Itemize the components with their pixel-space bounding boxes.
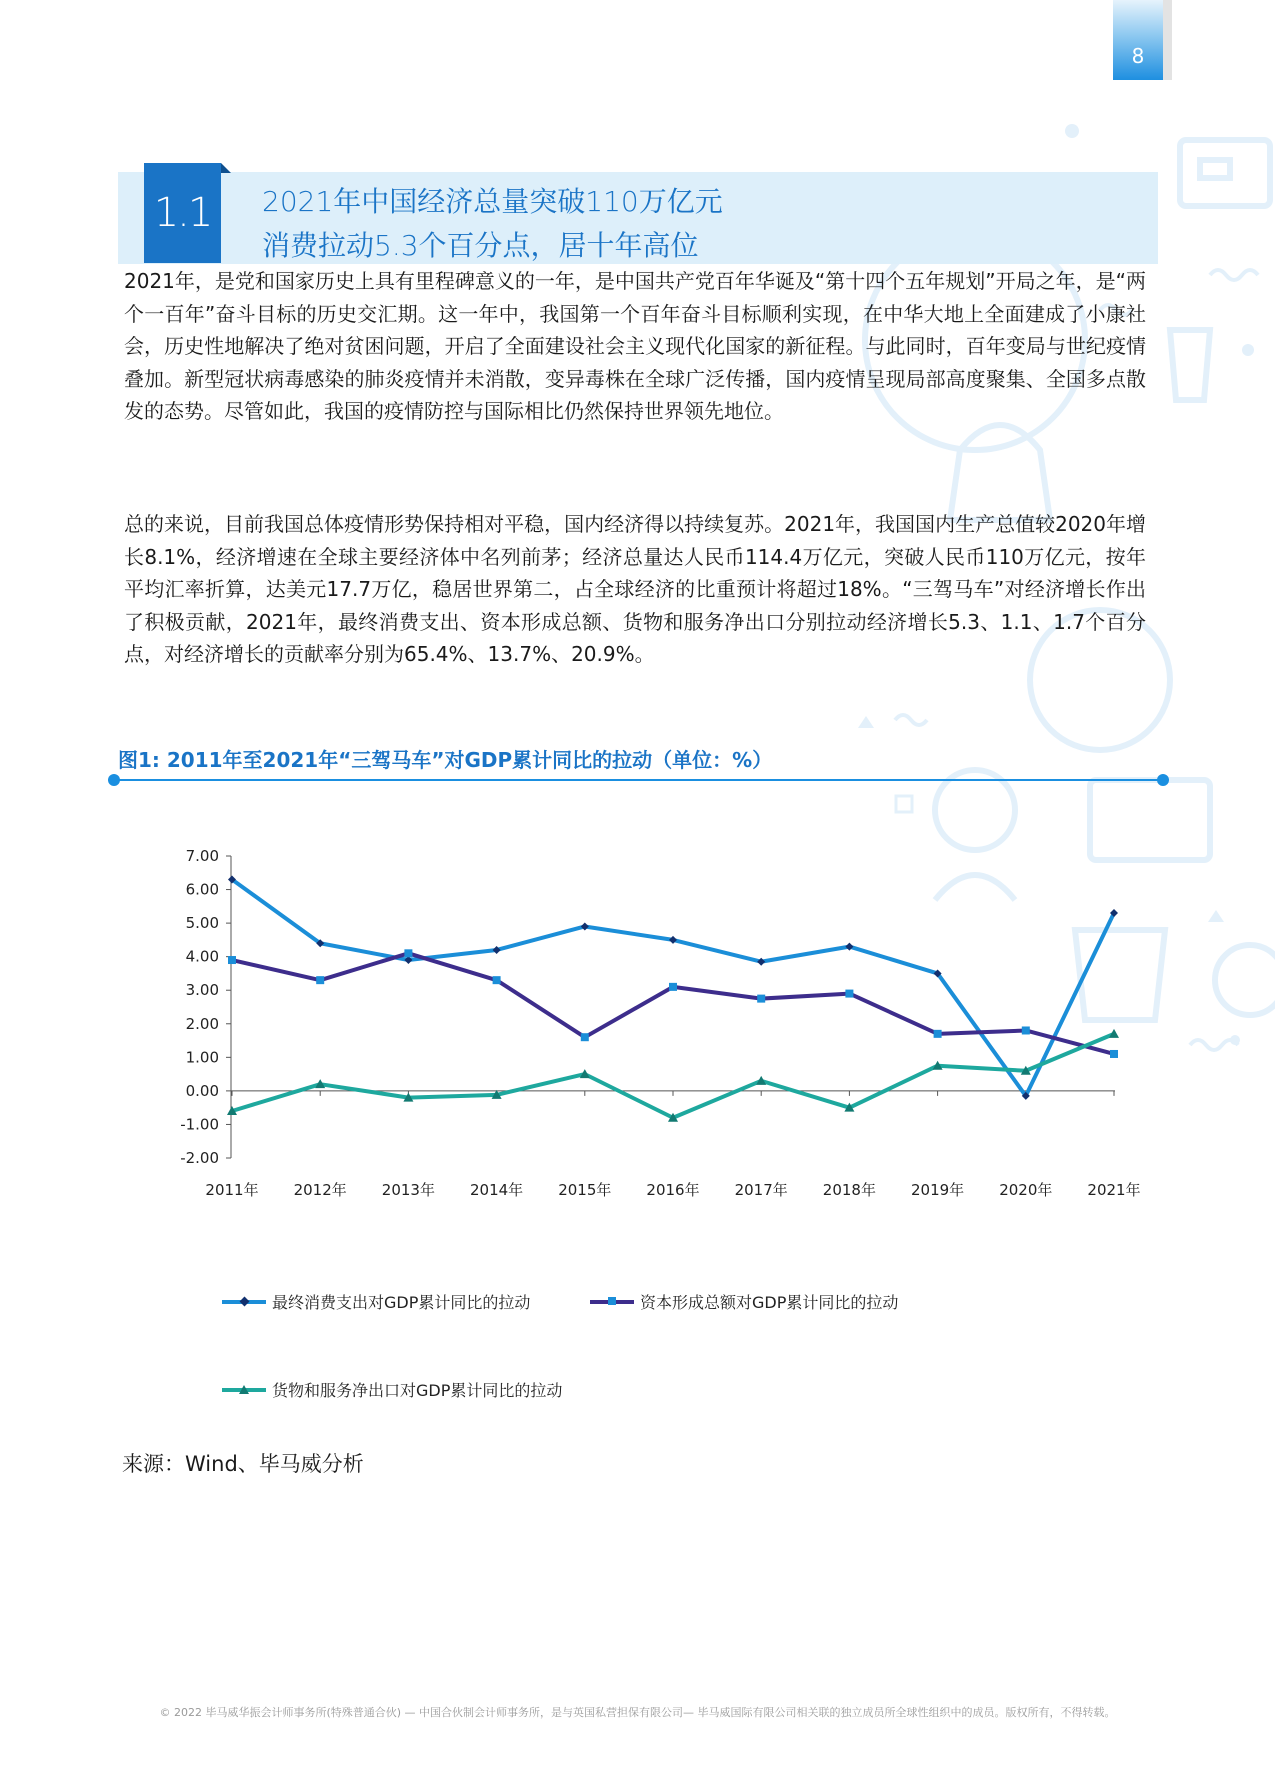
y-tick-label: 3.00: [185, 981, 219, 1000]
y-tick-label: -1.00: [180, 1115, 219, 1134]
legend-label-capital: 资本形成总额对GDP累计同比的拉动: [640, 1293, 899, 1312]
legend-item-consumption: [222, 1290, 530, 1313]
section-title-line2: 消费拉动5.3个百分点，居十年高位: [262, 229, 699, 262]
source-note: 来源：Wind、毕马威分析: [122, 1452, 364, 1476]
x-tick-label: 2013年: [381, 1181, 435, 1199]
data-point: [493, 976, 501, 984]
x-tick-label: 2016年: [646, 1181, 700, 1199]
legend-swatch-net-export: [222, 1388, 266, 1392]
y-tick-label: 4.00: [185, 947, 219, 966]
chart-series: [227, 875, 1119, 1121]
paragraph-2: 总的来说，目前我国总体疫情形势保持相对平稳，国内经济得以持续复苏。2021年，我国国内生产总值较2020年增长8.1%，经济增速在全球主要经济体中名列前茅；经济总量达人民币114.4万亿元，突破人民币110万亿元，按年平均汇率折算，达美元17.7万亿，稳居世界第二，占全球经济的比重预计将超过18%。“三驾马车”对经济增长作出了积极贡献，2021年，最终消费支出、资本形成总额、货物和服务净出口分别拉动经济增长5.3、1.1、1.7个百分点，对经济增长的贡献率分别为65.4%、13.7%、20.9%。: [124, 512, 1146, 666]
page-number: 8: [1131, 44, 1145, 68]
y-tick-label: -2.00: [180, 1149, 219, 1167]
data-point: [404, 949, 412, 957]
copyright-footer: © 2022 毕马威华振会计师事务所(特殊普通合伙) — 中国合伙制会计师事务所，是与英国私营担保有限公司— 毕马威国际有限公司相关联的独立成员所全球性组织中的成员。版权所有，不得转载。: [159, 1706, 1116, 1719]
data-point: [228, 956, 236, 964]
x-tick-label: 2020年: [999, 1181, 1053, 1199]
data-point: [757, 995, 765, 1003]
y-tick-label: 0.00: [185, 1081, 219, 1100]
x-tick-label: 2012年: [293, 1181, 347, 1199]
section-title-line1: 2021年中国经济总量突破110万亿元: [262, 185, 723, 218]
section-number-badge: 1.1: [144, 163, 221, 263]
data-point: [316, 976, 324, 984]
data-point: [1110, 1050, 1118, 1058]
y-tick-label: 6.00: [185, 880, 219, 899]
x-axis: [205, 1091, 1140, 1199]
legend-label-net-export: 货物和服务净出口对GDP累计同比的拉动: [272, 1381, 563, 1400]
x-tick-label: 2015年: [558, 1181, 612, 1199]
legend-swatch-capital: [590, 1300, 634, 1304]
series-line: [232, 953, 1114, 1054]
x-tick-label: 2014年: [470, 1181, 524, 1199]
figure-title: 图1: 2011年至2021年“三驾马车”对GDP累计同比的拉动（单位：%）: [118, 748, 773, 772]
data-point: [581, 1033, 589, 1041]
series-line: [232, 1034, 1114, 1118]
x-tick-label: 2017年: [734, 1181, 788, 1199]
data-point: [845, 990, 853, 998]
legend-label-consumption: 最终消费支出对GDP累计同比的拉动: [272, 1293, 531, 1312]
legend-swatch-consumption: [222, 1300, 266, 1304]
y-tick-label: 2.00: [185, 1014, 219, 1033]
data-point: [934, 1030, 942, 1038]
data-point: [757, 958, 765, 966]
data-point: [1022, 1026, 1030, 1034]
x-tick-label: 2021年: [1087, 1181, 1141, 1199]
legend-item-net-export: [222, 1378, 562, 1401]
y-tick-label: 7.00: [185, 847, 219, 865]
y-tick-label: 1.00: [185, 1048, 219, 1067]
x-tick-label: 2019年: [911, 1181, 965, 1199]
legend-item-capital: [590, 1290, 898, 1313]
x-tick-label: 2018年: [822, 1181, 876, 1199]
data-point: [669, 936, 677, 944]
y-tick-label: 5.00: [185, 914, 219, 933]
data-point: [669, 983, 677, 991]
y-axis: [180, 847, 231, 1167]
paragraph-1: 2021年，是党和国家历史上具有里程碑意义的一年，是中国共产党百年华诞及“第十四个五年规划”开局之年，是“两个一百年”奋斗目标的历史交汇期。这一年中，我国第一个百年奋斗目标顺利实现，在中华大地上全面建成了小康社会，历史性地解决了绝对贫困问题，开启了全面建设社会主义现代化国家的新征程。与此同时，百年变局与世纪疫情叠加。新型冠状病毒感染的肺炎疫情并未消散，变异毒株在全球广泛传播，国内疫情呈现局部高度聚集、全国多点散发的态势。尽管如此，我国的疫情防控与国际相比仍然保持世界领先地位。: [124, 269, 1146, 423]
x-tick-label: 2011年: [205, 1181, 259, 1199]
